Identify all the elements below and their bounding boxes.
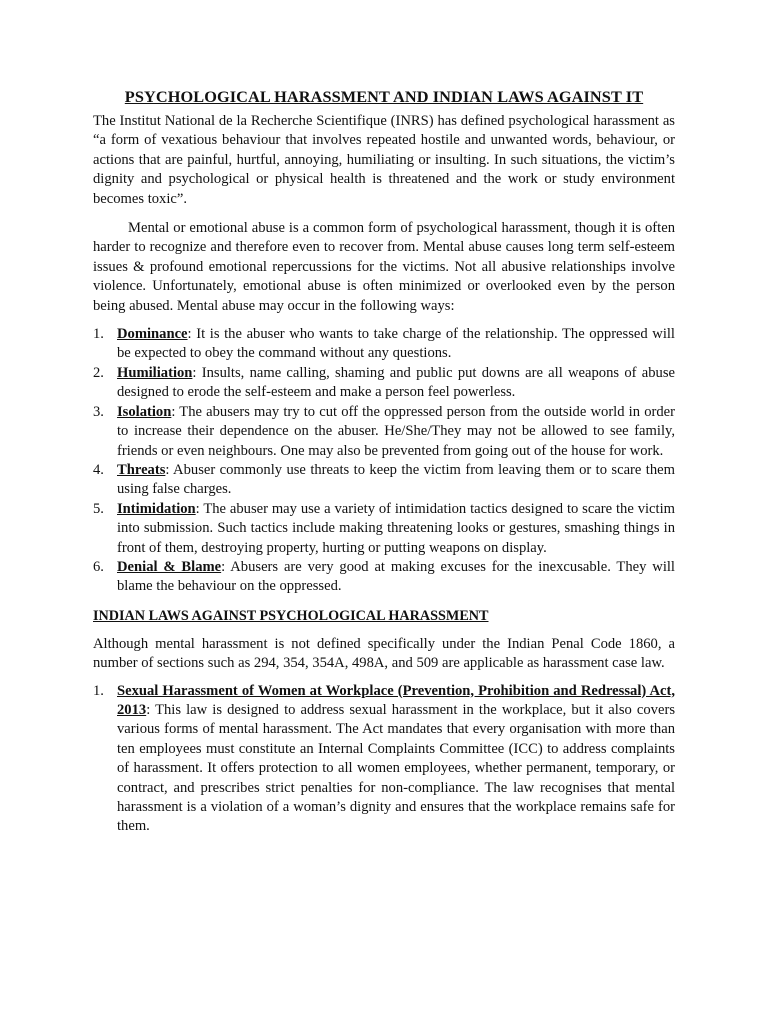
- list-item-term: Dominance: [117, 326, 188, 343]
- list-item: [93, 558, 675, 597]
- list-item: [93, 364, 675, 403]
- list-item: [93, 682, 675, 837]
- list-item-term: Isolation: [117, 403, 172, 420]
- list-item-text: : Abusers are very good at making excuses for the inexcusable. They will blame the behaviour on the oppressed.: [117, 558, 675, 595]
- intro-paragraph: The Institut National de la Recherche Scientifique (INRS) has defined psychological harassment as “a form of vexatious behaviour that involves repeated hostile and unwanted words, behaviour, or actions that are painful, hurtful, annoying, humiliating or insulting. In such situations, the victim’s dignity and psychological or physical health is threatened and the work or study environment becomes toxic”.: [93, 113, 675, 207]
- list-number: 3.: [93, 403, 104, 420]
- list-item-body: [117, 500, 675, 558]
- list-item: [93, 461, 675, 500]
- list-item-body: [117, 325, 675, 364]
- list-item-text: : The abusers may try to cut off the oppressed person from the outside world in order to increase their dependence on the abuser. He/She/They may not be allowed to see family, friends or even neighbours. One may also be prevented from going out of the house for work.: [117, 403, 675, 459]
- list-item: [93, 500, 675, 558]
- laws-intro-paragraph: Although mental harassment is not defined specifically under the Indian Penal Code 1860, a number of sections such as 294, 354, 354A, 498A, and 509 are applicable as harassment case law.: [93, 635, 675, 672]
- laws-list: [93, 682, 675, 837]
- list-item-body: [117, 403, 675, 461]
- document-title: PSYCHOLOGICAL HARASSMENT AND INDIAN LAWS AGAINST IT: [124, 87, 644, 106]
- list-item: [93, 403, 675, 461]
- list-item-term: Intimidation: [117, 500, 196, 517]
- list-item-body: [117, 682, 675, 837]
- list-item-term: Sexual Harassment of Women at Workplace (Prevention, Prohibition and Redressal) Act, 2013: [117, 682, 675, 718]
- list-number: 1.: [93, 682, 104, 699]
- list-item-term: Humiliation: [117, 364, 193, 381]
- list-item-text: : It is the abuser who wants to take charge of the relationship. The oppressed will be expected to obey the command without any questions.: [117, 326, 675, 362]
- list-number: 4.: [93, 461, 104, 478]
- list-number: 6.: [93, 558, 104, 575]
- section-heading: INDIAN LAWS AGAINST PSYCHOLOGICAL HARASSMENT: [93, 607, 489, 624]
- mental-abuse-paragraph: Mental or emotional abuse is a common form of psychological harassment, though it is often harder to recognize and therefore even to recover from. Mental abuse causes long term self-esteem issues & profound emotional repercussions for the victims. Not all abusive relationships involve violence. Unfortunately, emotional abuse is often minimized or overlooked even by the person being abused. Mental abuse may occur in the following ways:: [93, 220, 675, 314]
- list-item-body: [117, 461, 675, 500]
- list-number: 1.: [93, 326, 104, 343]
- list-item-text: : Insults, name calling, shaming and public put downs are all weapons of abuse designed to erode the self-esteem and make a person feel powerless.: [117, 364, 675, 401]
- list-item-text: : This law is designed to address sexual harassment in the workplace, but it also covers various forms of mental harassment. The Act mandates that every organisation with more than ten employees must constitute an Internal Complaints Committee (ICC) to address complaints of harassment. It offers protection to all women employees, whether permanent, temporary, or contract, and prescribes strict penalties for non-compliance. The law recognises that mental harassment is a violation of a woman’s dignity and ensures that the workplace remains safe for them.: [117, 701, 675, 835]
- list-item-body: [117, 558, 675, 597]
- list-item: [93, 325, 675, 364]
- list-item-term: Denial & Blame: [117, 558, 222, 575]
- list-number: 2.: [93, 364, 104, 381]
- abuse-types-list: [93, 325, 675, 597]
- list-item-text: : Abuser commonly use threats to keep the victim from leaving them or to scare them using false charges.: [117, 461, 675, 498]
- list-item-body: [117, 364, 675, 403]
- list-item-text: : The abuser may use a variety of intimidation tactics designed to scare the victim into submission. Such tactics include making threatening looks or gestures, smashing things in front of them, destroying property, hurting or putting weapons on display.: [117, 500, 675, 556]
- list-number: 5.: [93, 500, 104, 517]
- list-item-term: Threats: [117, 461, 166, 478]
